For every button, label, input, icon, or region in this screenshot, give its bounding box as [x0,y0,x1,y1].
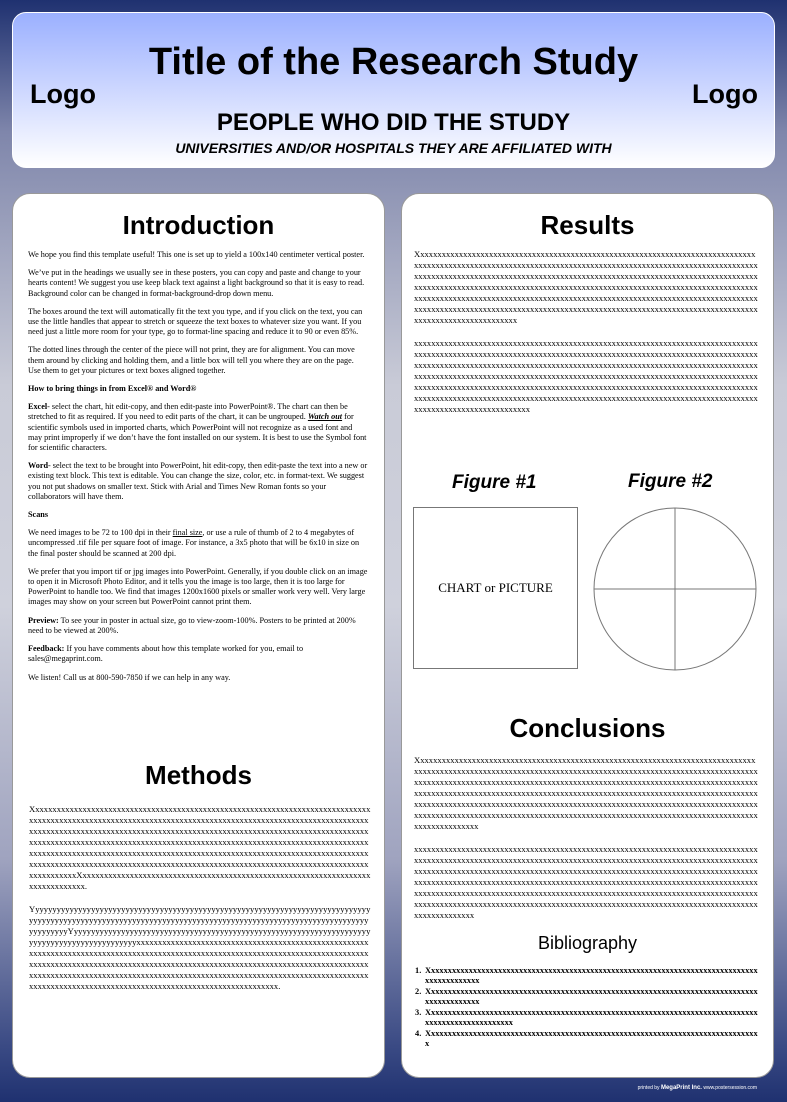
methods-heading: Methods [145,760,252,790]
poster-title: Title of the Research Study [148,41,639,83]
bibliography-item [415,987,758,1007]
feedback-paragraph [28,644,368,664]
intro-paragraph: We hope you find this template useful! This one is set up to yield a 100x140 centimeter vertical poster. [28,250,365,259]
methods-body [29,804,371,1004]
logo-right: Logo [692,79,758,109]
scans-text: We need images to be 72 to 100 dpi in their [28,528,173,538]
preview-text: To see your in poster in actual size, go to view-zoom-100%. Posters to be printed at 200% need to be viewed at 200%. [28,615,356,635]
final-size-text: final size [172,528,203,538]
intro-subheading: How to bring things in from Excel® and Word® [28,384,197,394]
bib-text: Xxxxxxxxxxxxxxxxxxxxxxxxxxxxxxxxxxxxxxxxxxxxxxxxxxxxxxxxxxxxxxxxxxxxxxxxxxxxxxxxxxxxxxxxxxxx [425,987,758,1006]
printed-by-text: printed by [637,1085,660,1091]
scans-text-cont: , or use a rule of thumb of 2 to 4 megabytes of uncompressed .tif file per square foot of image. For instance, a 3x5 photo that will be 6x10 in size on the final poster should be scanned at 200 dpi. [28,528,360,558]
listen-paragraph: We listen! Call us at 800-590-7850 if we can help in any way. [28,672,231,682]
left-panel [12,193,385,1078]
intro-paragraph: The dotted lines through the center of the piece will not print, they are for alignment. You can move them around by clicking and holding them, and a little box will tell you where they are on the page. Use them to get your pictures or text boxes aligned together. [28,345,355,375]
introduction-body [28,250,368,691]
intro-paragraph: We’ve put in the headings we usually see in these posters, you can copy and paste and change to your hearts content! We suggest you use keep black text against a light background so that it is easy to read. Background color can be changed in format-background-drop down menu. [28,268,365,298]
feedback-label: Feedback: [28,644,65,654]
printer-name: MegaPrint Inc. [660,1085,702,1091]
bibliography-item [415,966,758,986]
preview-label: Preview: [28,615,59,625]
footer-url: www.postersession.com [703,1085,757,1091]
bib-text: Xxxxxxxxxxxxxxxxxxxxxxxxxxxxxxxxxxxxxxxxxxxxxxxxxxxxxxxxxxxxxxxxxxxxxxxxxxxxxxxxxxxxxxxxxxxx [425,966,758,985]
bibliography-list [415,966,758,1050]
figure-2-pie-placeholder [592,506,758,672]
bibliography-item [415,1029,758,1049]
figure-2-label: Figure #2 [628,471,713,492]
feedback-text: If you have comments about how this template worked for you, email to sales@megaprint.com. [28,644,304,664]
authors: PEOPLE WHO DID THE STUDY [216,109,571,136]
watch-out-text: Watch out [307,412,343,422]
scans-paragraph [28,528,368,559]
methods-paragraph: YyyyyyyyyyyyyyyyyyyyyyyyyyyyyyyyyyyyyyyyyyyyyyyyyyyyyyyyyyyyyyyyyyyyyyyyyyyyyyyyyyyyyyyyyyyyyyyyyyyyyyyyyyyyyyyyyyyyyyyyyyyyyyyyyyyyyyyyyyyyyyyyyyyyyyyyyyyyyyyyyyyyyyyYyyyyyyyyyyyyyyyyyyyyyyyyyyyyyyyyyyyyyyyyyyyyyyyyyyyyyyyyyyyyyyyyyyyyyyyyyyyyyyyyyyyyyyyyyyyyyyxxxxxxxxxxxxxxxxxxxxxxxxxxxxxxxxxxxxxxxxxxxxxxxxxxxxxxxxxxxxxxxxxxxxxxxxxxxxxxxxxxxxxxxxxxxxxxxxxxxxxxxxxxxxxxxxxxxxxxxxxxxxxxxxxxxxxxxxxxxxxxxxxxxxxxxxxxxxxxxxxxxxxxxxxxxxxxxxxxxxxxxxxxxxxxxxxxxxxxxxxxxxxxxxxxxxxxxxxxxxxxxxxxxxxxxxxxxxxxxxxxxxxxxxxxxxxxxxxxxxxxxxxxxxxxxxxxxxxxxxxxxxxxxxxxxxxxxxxxxxxxxxxxxxxxxxxxxxxxxxxxxxxxxxxxxxxxxxxxxxxxxxxxxxx. [29,904,371,991]
results-heading: Results [540,210,635,240]
figure-1-placeholder [413,507,578,669]
poster-header [12,12,775,168]
conclusions-body [414,755,759,933]
results-paragraph: xxxxxxxxxxxxxxxxxxxxxxxxxxxxxxxxxxxxxxxxxxxxxxxxxxxxxxxxxxxxxxxxxxxxxxxxxxxxxxxxxxxxxxxxxxxxxxxxxxxxxxxxxxxxxxxxxxxxxxxxxxxxxxxxxxxxxxxxxxxxxxxxxxxxxxxxxxxxxxxxxxxxxxxxxxxxxxxxxxxxxxxxxxxxxxxxxxxxxxxxxxxxxxxxxxxxxxxxxxxxxxxxxxxxxxxxxxxxxxxxxxxxxxxxxxxxxxxxxxxxxxxxxxxxxxxxxxxxxxxxxxxxxxxxxxxxxxxxxxxxxxxxxxxxxxxxxxxxxxxxxxxxxxxxxxxxxxxxxxxxxxxxxxxxxxxxxxxxxxxxxxxxxxxxxxxxxxxxxxxxxxxxxxxxxxxxxxxxxxxxxxxxxxxxxxxxxxxxxxxxxxxxxxxxxxxxxxxxxxxxxxxxxxxxxxxxxxxxxxxxxxxxxxxxxxxxxxxxxxxxxxxxxxxxxxxxxxxxxxxxxxxxxxx [414,338,758,414]
bib-number: 3. [415,1008,422,1017]
bib-number: 1. [415,966,422,975]
word-label: Word [28,461,49,471]
footer-credit [638,1085,757,1092]
bib-number: 2. [415,987,422,996]
excel-text-cont: for scientific symbols used in imported charts, which PowerPoint will not recognize as a used font and may print improperly if we don’t have the font installed on our system. It is best to use the Symbol font for scientific characters. [28,412,367,453]
excel-label: Excel [28,402,48,412]
bibliography-heading: Bibliography [537,933,638,953]
figure-1-label: Figure #1 [452,472,537,493]
intro-paragraph: The boxes around the text will automatically fit the text you type, and if you click on the text, you can use the little handles that appear to stretch or squeeze the text boxes to whatever size you want. If you need just a little more room for your type, go to format-line spacing and reduce it to 90 or even 85%. [28,306,363,337]
word-text: - select the text to be brought into PowerPoint, hit edit-copy, then edit-paste the text into a new or existing text block. This text is editable. You can change the size, color, etc. in format-text. We suggest you not put shadows on smaller text. Stick with Arial and Times New Roman fonts so your collaborators will have them. [28,461,368,501]
conclusions-paragraph: xxxxxxxxxxxxxxxxxxxxxxxxxxxxxxxxxxxxxxxxxxxxxxxxxxxxxxxxxxxxxxxxxxxxxxxxxxxxxxxxxxxxxxxxxxxxxxxxxxxxxxxxxxxxxxxxxxxxxxxxxxxxxxxxxxxxxxxxxxxxxxxxxxxxxxxxxxxxxxxxxxxxxxxxxxxxxxxxxxxxxxxxxxxxxxxxxxxxxxxxxxxxxxxxxxxxxxxxxxxxxxxxxxxxxxxxxxxxxxxxxxxxxxxxxxxxxxxxxxxxxxxxxxxxxxxxxxxxxxxxxxxxxxxxxxxxxxxxxxxxxxxxxxxxxxxxxxxxxxxxxxxxxxxxxxxxxxxxxxxxxxxxxxxxxxxxxxxxxxxxxxxxxxxxxxxxxxxxxxxxxxxxxxxxxxxxxxxxxxxxxxxxxxxxxxxxxxxxxxxxxxxxxxxxxxxxxxxxxxxxxxxxxxxxxxxxxxxxxxxxxxxxxxxxxxxxxxxxxxxxxxxxxxxxxxxxxx [414,844,758,920]
conclusions-heading: Conclusions [509,713,666,743]
introduction-heading: Introduction [122,210,275,240]
conclusions-paragraph: Xxxxxxxxxxxxxxxxxxxxxxxxxxxxxxxxxxxxxxxxxxxxxxxxxxxxxxxxxxxxxxxxxxxxxxxxxxxxxxxxxxxxxxxxxxxxxxxxxxxxxxxxxxxxxxxxxxxxxxxxxxxxxxxxxxxxxxxxxxxxxxxxxxxxxxxxxxxxxxxxxxxxxxxxxxxxxxxxxxxxxxxxxxxxxxxxxxxxxxxxxxxxxxxxxxxxxxxxxxxxxxxxxxxxxxxxxxxxxxxxxxxxxxxxxxxxxxxxxxxxxxxxxxxxxxxxxxxxxxxxxxxxxxxxxxxxxxxxxxxxxxxxxxxxxxxxxxxxxxxxxxxxxxxxxxxxxxxxxxxxxxxxxxxxxxxxxxxxxxxxxxxxxxxxxxxxxxxxxxxxxxxxxxxxxxxxxxxxxxxxxxxxxxxxxxxxxxxxxxxxxxxxxxxxxxxxxxxxxxxxxxxxxxxxxxxxxxxxxxxxxxxxxxxxxxxxxxxxxxxxxxxxxxxxxxxxxx [414,755,758,831]
logo-left: Logo [30,79,96,109]
excel-text: - select the chart, hit edit-copy, and then edit-paste into PowerPoint®. The chart can then be stretched to fit as required. If you need to edit parts of the chart, it can be ungrouped. [28,402,348,422]
bib-text: Xxxxxxxxxxxxxxxxxxxxxxxxxxxxxxxxxxxxxxxxxxxxxxxxxxxxxxxxxxxxxxxxxxxxxxxxxxxxxxxx [425,1029,758,1048]
scans-label: Scans [28,510,49,520]
bibliography-item [415,1008,758,1028]
word-paragraph [28,461,368,502]
results-paragraph: Xxxxxxxxxxxxxxxxxxxxxxxxxxxxxxxxxxxxxxxxxxxxxxxxxxxxxxxxxxxxxxxxxxxxxxxxxxxxxxxxxxxxxxxxxxxxxxxxxxxxxxxxxxxxxxxxxxxxxxxxxxxxxxxxxxxxxxxxxxxxxxxxxxxxxxxxxxxxxxxxxxxxxxxxxxxxxxxxxxxxxxxxxxxxxxxxxxxxxxxxxxxxxxxxxxxxxxxxxxxxxxxxxxxxxxxxxxxxxxxxxxxxxxxxxxxxxxxxxxxxxxxxxxxxxxxxxxxxxxxxxxxxxxxxxxxxxxxxxxxxxxxxxxxxxxxxxxxxxxxxxxxxxxxxxxxxxxxxxxxxxxxxxxxxxxxxxxxxxxxxxxxxxxxxxxxxxxxxxxxxxxxxxxxxxxxxxxxxxxxxxxxxxxxxxxxxxxxxxxxxxxxxxxxxxxxxxxxxxxxxxxxxxxxxxxxxxxxxxxxxxxxxxxxxxxxxxxxxxxxxxxxxxxxxxxxxxxxxxxxxxxx [414,249,758,325]
affiliations: UNIVERSITIES AND/OR HOSPITALS THEY ARE AFFILIATED WITH [175,140,612,156]
preview-paragraph [28,616,368,636]
excel-paragraph [28,402,368,453]
results-body [414,249,759,427]
right-panel [401,193,774,1078]
chart-placeholder-text: CHART or PICTURE [438,580,553,595]
bib-text: Xxxxxxxxxxxxxxxxxxxxxxxxxxxxxxxxxxxxxxxxxxxxxxxxxxxxxxxxxxxxxxxxxxxxxxxxxxxxxxxxxxxxxxxxxxxxxxxxxxxx [425,1008,758,1027]
methods-paragraph: XxxxxxxxxxxxxxxxxxxxxxxxxxxxxxxxxxxxxxxxxxxxxxxxxxxxxxxxxxxxxxxxxxxxxxxxxxxxxxxxxxxxxxxxxxxxxxxxxxxxxxxxxxxxxxxxxxxxxxxxxxxxxxxxxxxxxxxxxxxxxxxxxxxxxxxxxxxxxxxxxxxxxxxxxxxxxxxxxxxxxxxxxxxxxxxxxxxxxxxxxxxxxxxxxxxxxxxxxxxxxxxxxxxxxxxxxxxxxxxxxxxxxxxxxxxxxxxxxxxxxxxxxxxxxxxxxxxxxxxxxxxxxxxxxxxxxxxxxxxxxxxxxxxxxxxxxxxxxxxxxxxxxxxxxxxxxxxxxxxxxxxxxxxxxxxxxxxxxxxxxxxxxxxxxxxxxxxxxxxxxxxxxxxxxxxxxxxxxxxxxxxxxxxxxxxxxxxxxxxxxxxxxxxxxxxxxxxxxxxxxxxxxxxxxxxxxxxxxxxxxxxxxxxxxxxxxxxxxxxxxxxxxXxxxxxxxxxxxxxxxxxxxxxxxxxxxxxxxxxxxxxxxxxxxxxxxxxxxxxxxxxxxxxxxxxxxxxxxxxxxxxxxx. [29,804,371,891]
bib-number: 4. [415,1029,422,1038]
tif-paragraph: We prefer that you import tif or jpg images into PowerPoint. Generally, if you double click on an image to open it in Microsoft Photo Editor, and it tells you the image is too large, then it is too large for PowerPoint to handle too. We find that images 1200x1600 pixels or smaller work very well. Very large images may show on your screen but PowerPoint cannot print them. [28,566,368,607]
